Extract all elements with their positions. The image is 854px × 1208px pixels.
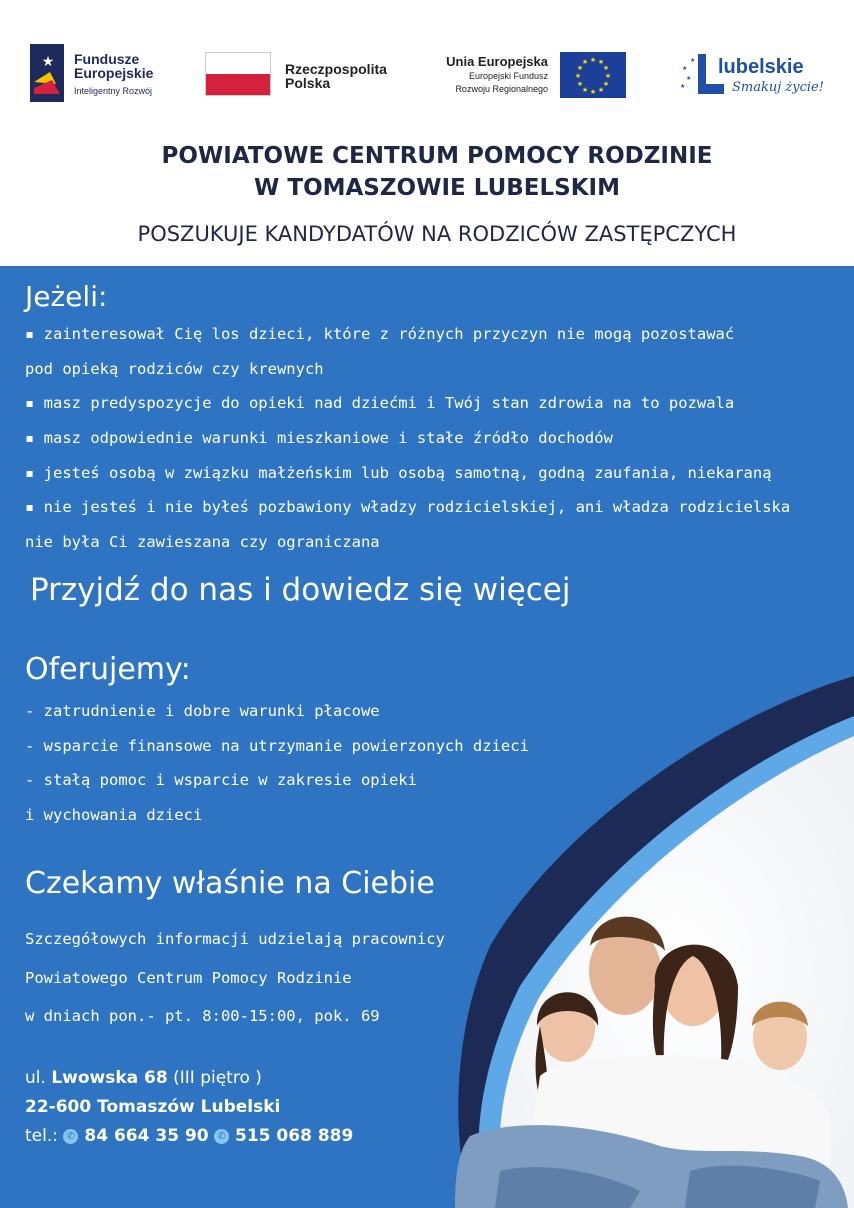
fundusze-europejskie-icon [30,44,64,102]
title-line2: W TOMASZOWIE LUBELSKIM [254,175,620,201]
svg-text:★: ★ [604,72,612,80]
city: 22-600 Tomaszów Lubelski [25,1097,281,1117]
czekamy-info [25,920,445,1036]
phone-number-1[interactable]: 84 664 35 90 [84,1126,209,1146]
floor: (III piętro ) [173,1068,262,1088]
tel-label: tel.: [25,1126,58,1146]
list-item: ▪ masz odpowiednie warunki mieszkaniowe i stałe źródło dochodów [25,429,613,448]
svg-text:★: ★ [589,88,597,96]
svg-text:★: ★ [581,86,589,94]
blue-panel [0,266,854,1208]
info-line: Powiatowego Centrum Pomocy Rodzinie [25,968,352,987]
jezeli-heading: Jeżeli: [25,280,108,313]
list-item: - zatrudnienie i dobre warunki płacowe [25,702,380,720]
title-line1: POWIATOWE CENTRUM POMOCY RODZINIE [161,143,713,169]
czekamy-heading: Czekamy właśnie na Ciebie [25,866,435,901]
rzeczpospolita-logo [205,52,405,102]
polish-flag-icon [205,52,271,96]
fundusze-sub: Inteligentny Rozwój [74,86,153,96]
lubelskie-logo [678,50,828,106]
fundusze-line1: Fundusze [74,51,140,67]
info-line: w dniach pon.- pt. 8:00-15:00, pok. 69 [25,1007,380,1025]
lubelskie-slogan: Smakuj życie! [732,80,824,95]
phone-line [25,1126,353,1146]
list-item: pod opieką rodziców czy krewnych [25,359,324,378]
svg-text:★: ★ [589,56,597,64]
fundusze-europejskie-logo [30,44,180,104]
svg-text:★: ★ [690,57,696,64]
ue-sub1: Europejski Fundusz [468,71,548,81]
svg-text:★: ★ [41,54,55,70]
phone-number-2[interactable]: 515 068 889 [235,1126,354,1146]
oferujemy-heading: Oferujemy: [25,652,191,687]
rp-line2: Polska [285,75,331,91]
svg-text:★: ★ [581,58,589,66]
svg-text:★: ★ [597,86,605,94]
eu-flag-icon [560,52,626,98]
page-title [0,140,854,204]
fundusze-line2: Europejskie [74,65,154,81]
list-item: nie była Ci zawieszana czy ograniczana [25,533,380,552]
svg-text:★: ★ [576,64,584,72]
svg-text:★: ★ [602,80,610,88]
list-item: - wsparcie finansowe na utrzymanie powierzonych dzieci [25,736,529,755]
list-item: ▪ zainteresował Cię los dzieci, które z różnych przyczyn nie mogą pozostawać [25,325,735,343]
ue-text [430,54,548,95]
street: Lwowska 68 [51,1068,168,1088]
svg-text:★: ★ [682,65,688,72]
list-item: ▪ masz predyspozycje do opieki nad dziećmi i Twój stan zdrowia na to pozwala [25,394,735,413]
header [0,0,854,266]
svg-text:★: ★ [597,58,605,66]
rp-name [285,62,387,90]
list-item: ▪ nie jesteś i nie byłeś pozbawiony władzy rodzicielskiej, ani władza rodzicielska [25,498,791,517]
fundusze-name [74,52,153,80]
phone-icon: ✆ [214,1129,229,1144]
street-prefix: ul. [25,1068,46,1088]
lubelskie-name: lubelskie [718,56,804,78]
phone-icon: ✆ [63,1129,78,1144]
ue-sub2: Rozwoju Regionalnego [455,84,548,94]
oferujemy-list [25,694,529,833]
unia-europejska-logo [430,52,630,102]
svg-text:★: ★ [602,64,610,72]
address-line [25,1068,262,1088]
svg-text:★: ★ [576,80,584,88]
svg-text:★: ★ [680,83,686,90]
svg-text:★: ★ [574,72,582,80]
list-item: ▪ jesteś osobą w związku małżeńskim lub osobą samotną, godną zaufania, niekaraną [25,463,772,482]
info-line: Szczegółowych informacji udzielają pracownicy [25,930,445,948]
list-item: i wychowania dzieci [25,806,203,825]
list-item: - stałą pomoc i wsparcie w zakresie opieki [25,771,417,790]
ue-title: Unia Europejska [446,54,548,69]
rp-line1: Rzeczpospolita [285,61,387,77]
jezeli-list [25,317,790,560]
svg-text:★: ★ [686,75,692,82]
cta-heading: Przyjdź do nas i dowiedz się więcej [30,572,571,608]
page-subtitle: POSZUKUJE KANDYDATÓW NA RODZICÓW ZASTĘPCZYCH [137,222,737,246]
